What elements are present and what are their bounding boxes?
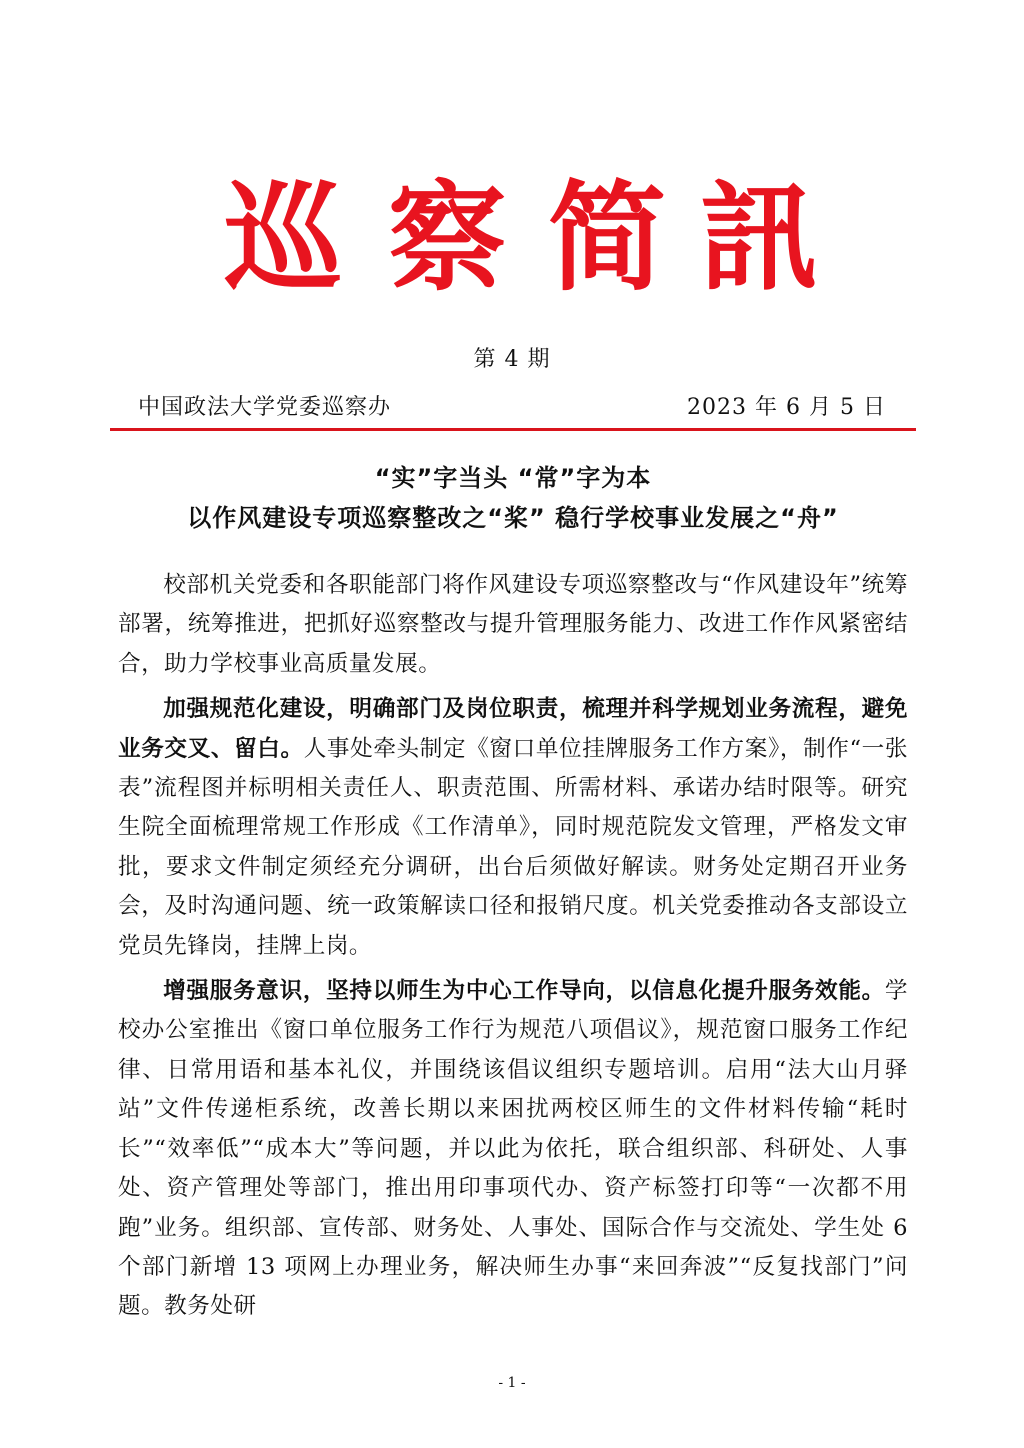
article-body xyxy=(118,566,908,1333)
headline-line-2: 以作风建设专项巡察整改之“桨” 稳行学校事业发展之“舟” xyxy=(187,504,839,532)
paragraph-3 xyxy=(118,972,908,1327)
paragraph-1-text: 校部机关党委和各职能部门将作风建设专项巡察整改与“作风建设年”统筹部署，统筹推进，把抓好巡察整改与提升管理服务能力、改进工作作风紧密结合，助力学校事业高质量发展。 xyxy=(118,572,908,677)
publisher: 中国政法大学党委巡察办 xyxy=(138,395,392,420)
red-divider xyxy=(110,428,916,431)
paragraph-3-lead: 增强服务意识，坚持以师生为中心工作导向，以信息化提升服务效能。 xyxy=(163,978,885,1005)
masthead-char-1: 巡 xyxy=(223,168,342,307)
paragraph-3-text: 学校办公室推出《窗口单位服务工作行为规范八项倡议》，规范窗口服务工作纪律、日常用语和基本礼仪，并围绕该倡议组织专题培训。启用“法大山月驿站”文件传递柜系统，改善长期以来困扰两校区师生的文件材料传输“耗时长”“效率低”“成本大”等问题，并以此为依托，联合组织部、科研处、人事处、资产管理处等部门，推出用印事项代办、资产标签打印等“一次都不用跑”业务。组织部、宣传部、财务处、人事处、国际合作与交流处、学生处 6 个部门新增 13 项网上办理业务，解决师生办事“来回奔波”“反复找部门”问题。教务处研 xyxy=(118,978,908,1320)
masthead-char-2: 察 xyxy=(387,168,506,307)
issue-number: 第 4 期 xyxy=(473,347,551,372)
paragraph-2 xyxy=(118,690,908,966)
publication-date: 2023 年 6 月 5 日 xyxy=(687,395,886,420)
page-number: - 1 - xyxy=(498,1375,526,1391)
masthead-char-4: 訊 xyxy=(699,168,818,307)
paragraph-1 xyxy=(118,566,908,684)
masthead-char-3: 简 xyxy=(547,168,666,307)
headline-line-1: “实”字当头 “常”字为本 xyxy=(374,464,652,492)
paragraph-2-text: 人事处牵头制定《窗口单位挂牌服务工作方案》，制作“一张表”流程图并标明相关责任人、职责范围、所需材料、承诺办结时限等。研究生院全面梳理常规工作形成《工作清单》，同时规范院发文管理，严格发文审批，要求文件制定须经充分调研，出台后须做好解读。财务处定期召开业务会，及时沟通问题、统一政策解读口径和报销尺度。机关党委推动各支部设立党员先锋岗，挂牌上岗。 xyxy=(118,735,908,959)
paragraph-2-lead: 加强规范化建设，明确部门及岗位职责，梳理并科学规划业务流程，避免业务交叉、留白。 xyxy=(118,696,908,762)
masthead xyxy=(0,168,1024,308)
